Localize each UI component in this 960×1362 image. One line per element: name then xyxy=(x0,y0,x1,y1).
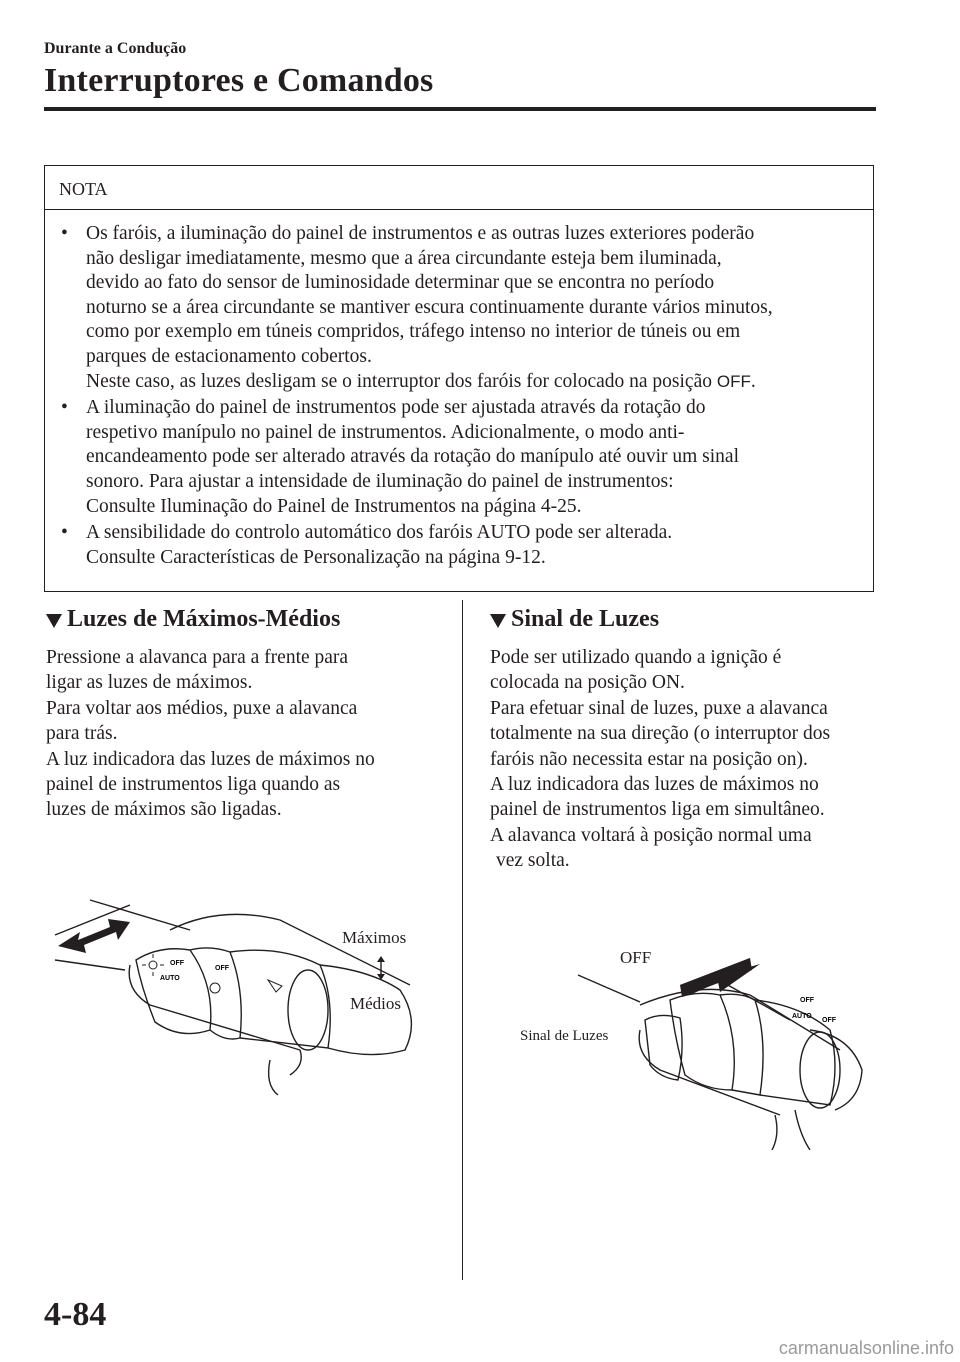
note-line: A sensibilidade do controlo automático dos faróis AUTO pode ser alterada. xyxy=(86,522,673,544)
note-line: respetivo manípulo no painel de instrumentos. Adicionalmente, o modo anti- xyxy=(86,421,685,443)
ring-auto-marking: AUTO xyxy=(792,1013,812,1020)
flasher-label: Sinal de Luzes xyxy=(520,1028,609,1044)
bullet-icon: • xyxy=(61,522,68,544)
bullet-icon: • xyxy=(61,397,68,419)
off-position-text: OFF xyxy=(716,371,751,391)
note-box xyxy=(44,165,874,592)
ring-off-marking: OFF xyxy=(822,1017,836,1024)
paragraph-line: ligar as luzes de máximos. xyxy=(46,672,253,694)
section-paragraph xyxy=(46,645,446,823)
note-item xyxy=(59,521,855,570)
paragraph-line: A alavanca voltará à posição normal uma xyxy=(490,824,812,846)
note-text: Neste caso, as luzes desligam se o interruptor dos faróis for colocado na posição xyxy=(86,370,717,392)
page-number: 4-84 xyxy=(44,1296,107,1333)
low-beam-label: Médios xyxy=(350,994,401,1013)
paragraph-line: vez solta. xyxy=(496,850,570,872)
page-title: Interruptores e Comandos xyxy=(44,62,434,99)
note-line: Consulte Iluminação do Painel de Instrumentos na página 4-25. xyxy=(86,495,582,517)
section-high-low-beam xyxy=(46,606,446,823)
note-item xyxy=(59,396,855,519)
section-label: Durante a Condução xyxy=(44,40,187,57)
ring-auto-marking: AUTO xyxy=(160,975,180,982)
paragraph-line: A luz indicadora das luzes de máximos no xyxy=(490,774,819,796)
section-heading xyxy=(46,606,446,633)
note-line: encandeamento pode ser alterado através da rotação do manípulo até ouvir um sinal xyxy=(86,446,739,468)
note-line: noturno se a área circundante se mantiver escura continuamente durante vários minutos, xyxy=(86,296,773,318)
note-line: não desligar imediatamente, mesmo que a área circundante esteja bem iluminada, xyxy=(86,247,722,269)
lever-illustration xyxy=(510,940,890,1150)
triangle-down-icon xyxy=(490,614,506,628)
section-headlight-flasher xyxy=(490,606,880,874)
paragraph-line: Para voltar aos médios, puxe a alavanca xyxy=(46,697,358,719)
headlight-flasher-lever-figure xyxy=(510,940,890,1150)
note-list xyxy=(45,210,873,570)
note-line: Os faróis, a iluminação do painel de instrumentos e as outras luzes exteriores poderão xyxy=(86,223,755,244)
paragraph-line: colocada na posição ON. xyxy=(490,672,685,694)
note-text: . xyxy=(750,370,756,392)
column-divider xyxy=(462,600,463,1280)
section-paragraph xyxy=(490,645,880,874)
note-line: como por exemplo em túneis compridos, tráfego intenso no interior de túneis ou em xyxy=(86,321,741,343)
heading-text: Sinal de Luzes xyxy=(511,606,660,632)
ring-off-marking: OFF xyxy=(215,965,229,972)
bullet-icon: • xyxy=(61,223,68,244)
paragraph-line: totalmente na sua direção (o interruptor dos xyxy=(490,723,831,745)
paragraph-line: Para efetuar sinal de luzes, puxe a alavanca xyxy=(490,697,828,719)
paragraph-line: painel de instrumentos liga em simultâneo. xyxy=(490,799,825,821)
paragraph-line: Pode ser utilizado quando a ignição é xyxy=(490,647,782,668)
note-line: sonoro. Para ajustar a intensidade de iluminação do painel de instrumentos: xyxy=(86,470,674,492)
off-position-label: OFF xyxy=(620,948,652,967)
triangle-down-icon xyxy=(46,614,62,628)
note-line: Consulte Características de Personalização na página 9-12. xyxy=(86,546,546,568)
note-line: parques de estacionamento cobertos. xyxy=(86,345,372,367)
note-line: devido ao fato do sensor de luminosidade determinar que se encontra no período xyxy=(86,272,715,294)
paragraph-line: painel de instrumentos liga quando as xyxy=(46,774,341,796)
ring-off-marking: OFF xyxy=(170,960,184,967)
paragraph-line: para trás. xyxy=(46,723,118,745)
heading-text: Luzes de Máximos-Médios xyxy=(67,606,341,632)
note-line: A iluminação do painel de instrumentos pode ser ajustada através da rotação do xyxy=(86,397,706,419)
paragraph-line: faróis não necessita estar na posição on). xyxy=(490,748,808,770)
note-label: NOTA xyxy=(45,166,873,210)
paragraph-line: Pressione a alavanca para a frente para xyxy=(46,647,349,668)
high-low-beam-lever-figure xyxy=(50,890,460,1100)
watermark: carmanualsonline.info xyxy=(778,1338,954,1358)
section-heading xyxy=(490,606,880,633)
high-beam-label: Máximos xyxy=(342,928,407,947)
note-item xyxy=(59,222,855,394)
ring-off-marking: OFF xyxy=(800,997,814,1004)
up-down-arrow-icon xyxy=(375,956,387,980)
paragraph-line: luzes de máximos são ligadas. xyxy=(46,799,282,821)
paragraph-line: A luz indicadora das luzes de máximos no xyxy=(46,748,375,770)
title-rule xyxy=(44,107,876,111)
note-line xyxy=(86,370,855,395)
